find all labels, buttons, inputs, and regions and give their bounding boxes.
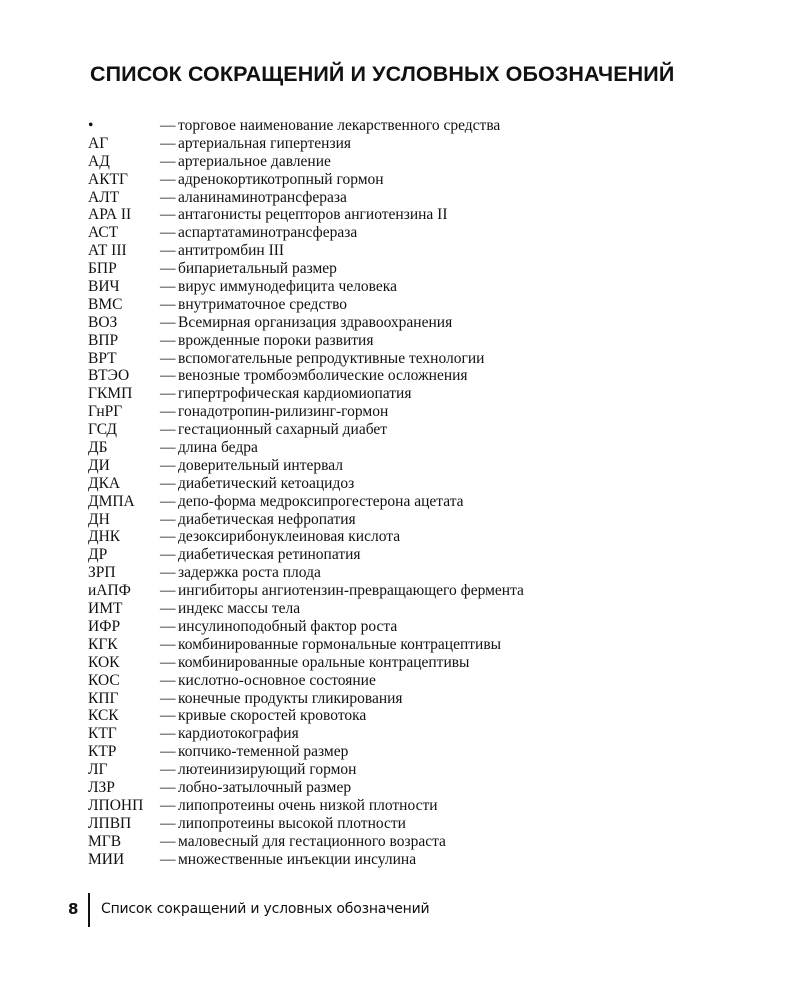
abbreviation-term: ВОЗ	[88, 313, 118, 331]
abbreviation-dash: —	[160, 814, 176, 832]
abbreviation-dash: —	[160, 778, 176, 796]
abbreviation-row	[88, 851, 728, 869]
abbreviation-row	[88, 546, 728, 564]
abbreviation-row	[88, 725, 728, 743]
abbreviation-row	[88, 189, 728, 207]
abbreviation-row	[88, 296, 728, 314]
abbreviation-term: АГ	[88, 134, 109, 152]
abbreviation-definition: задержка роста плода	[178, 564, 321, 582]
abbreviation-term: КГК	[88, 635, 118, 653]
abbreviation-term: •	[88, 117, 94, 134]
abbreviation-definition: липопротеины высокой плотности	[178, 814, 406, 832]
abbreviation-definition: диабетический кетоацидоз	[178, 474, 355, 492]
abbreviation-term: МИИ	[88, 850, 125, 868]
abbreviation-term: ДМПА	[88, 492, 135, 510]
abbreviation-term: ЛГ	[88, 761, 108, 779]
abbreviation-row	[88, 206, 728, 224]
abbreviation-term: АКТГ	[88, 170, 128, 188]
abbreviation-definition: ингибиторы ангиотензин-превращающего фермента	[178, 582, 524, 600]
abbreviation-dash: —	[160, 617, 176, 635]
abbreviation-definition: конечные продукты гликирования	[178, 689, 403, 707]
abbreviation-definition: венозные тромбоэмболические осложнения	[178, 367, 468, 385]
abbreviation-term: ДР	[88, 546, 108, 564]
abbreviation-row	[88, 457, 728, 475]
abbreviation-term: КОС	[88, 671, 120, 689]
abbreviation-dash: —	[160, 564, 176, 582]
abbreviation-term: КПГ	[88, 689, 119, 707]
abbreviation-dash: —	[160, 117, 176, 134]
abbreviation-definition: дезоксирибонуклеиновая кислота	[178, 528, 401, 546]
abbreviation-term: ЗРП	[88, 564, 116, 582]
abbreviation-definition: торговое наименование лекарственного средства	[178, 117, 501, 134]
abbreviation-row	[88, 367, 728, 385]
abbreviation-term: ДКА	[88, 474, 121, 492]
abbreviation-dash: —	[160, 546, 176, 564]
abbreviation-definition: внутриматочное средство	[178, 295, 348, 313]
abbreviation-dash: —	[160, 403, 176, 421]
abbreviation-row	[88, 797, 728, 815]
abbreviation-dash: —	[160, 439, 176, 457]
abbreviation-row	[88, 761, 728, 779]
abbreviation-definition: гестационный сахарный диабет	[178, 421, 388, 439]
page-number: 8	[68, 900, 79, 918]
abbreviation-dash: —	[160, 600, 176, 618]
abbreviation-term: КСК	[88, 707, 119, 725]
abbreviation-dash: —	[160, 743, 176, 761]
abbreviation-dash: —	[160, 510, 176, 528]
abbreviation-term: КТГ	[88, 725, 117, 743]
footer-divider	[88, 893, 90, 927]
abbreviation-term: ВИЧ	[88, 278, 120, 296]
abbreviation-row	[88, 815, 728, 833]
abbreviation-definition: бипариетальный размер	[178, 260, 337, 278]
abbreviation-term: МГВ	[88, 832, 122, 850]
abbreviation-row	[88, 511, 728, 529]
abbreviation-term: ГнРГ	[88, 403, 123, 421]
abbreviation-dash: —	[160, 456, 176, 474]
abbreviation-term: АСТ	[88, 224, 119, 242]
abbreviation-definition: доверительный интервал	[178, 456, 343, 474]
abbreviation-dash: —	[160, 170, 176, 188]
abbreviation-definition: кардиотокография	[178, 725, 299, 743]
abbreviation-row	[88, 743, 728, 761]
abbreviation-row	[88, 707, 728, 725]
abbreviation-row	[88, 618, 728, 636]
abbreviation-term: АТ III	[88, 242, 127, 260]
abbreviation-definition: комбинированные оральные контрацептивы	[178, 653, 470, 671]
abbreviation-row	[88, 833, 728, 851]
abbreviation-dash: —	[160, 385, 176, 403]
abbreviation-dash: —	[160, 421, 176, 439]
running-title: Список сокращений и условных обозначений	[101, 901, 430, 917]
abbreviation-dash: —	[160, 224, 176, 242]
abbreviation-row	[88, 672, 728, 690]
abbreviation-dash: —	[160, 761, 176, 779]
abbreviation-dash: —	[160, 152, 176, 170]
abbreviation-definition: инсулиноподобный фактор роста	[178, 617, 398, 635]
abbreviation-definition: артериальное давление	[178, 152, 331, 170]
abbreviation-row	[88, 493, 728, 511]
abbreviation-dash: —	[160, 689, 176, 707]
abbreviation-term: КОК	[88, 653, 120, 671]
abbreviation-row	[88, 528, 728, 546]
abbreviation-dash: —	[160, 492, 176, 510]
abbreviation-dash: —	[160, 474, 176, 492]
abbreviation-row	[88, 153, 728, 171]
abbreviation-row	[88, 350, 728, 368]
abbreviation-definition: комбинированные гормональные контрацептивы	[178, 635, 502, 653]
abbreviation-definition: маловесный для гестационного возраста	[178, 832, 446, 850]
abbreviation-term: ЛПОНП	[88, 796, 144, 814]
abbreviation-row	[88, 636, 728, 654]
abbreviation-definition: гонадотропин-рилизинг-гормон	[178, 403, 389, 421]
abbreviation-dash: —	[160, 528, 176, 546]
abbreviation-term: ИМТ	[88, 600, 123, 618]
abbreviation-definition: диабетическая ретинопатия	[178, 546, 361, 564]
abbreviation-row	[88, 385, 728, 403]
page-title: СПИСОК СОКРАЩЕНИЙ И УСЛОВНЫХ ОБОЗНАЧЕНИЙ	[90, 62, 675, 86]
abbreviation-dash: —	[160, 134, 176, 152]
abbreviation-row	[88, 439, 728, 457]
abbreviation-term: ЛЗР	[88, 778, 115, 796]
abbreviation-term: АЛТ	[88, 188, 120, 206]
abbreviation-dash: —	[160, 188, 176, 206]
abbreviation-row	[88, 242, 728, 260]
abbreviation-row	[88, 654, 728, 672]
abbreviation-dash: —	[160, 367, 176, 385]
abbreviation-dash: —	[160, 653, 176, 671]
abbreviation-definition: лютеинизирующий гормон	[178, 761, 357, 779]
abbreviation-dash: —	[160, 850, 176, 868]
abbreviation-definition: вирус иммунодефицита человека	[178, 278, 397, 296]
abbreviation-dash: —	[160, 206, 176, 224]
abbreviation-term: ВТЭО	[88, 367, 130, 385]
abbreviation-row	[88, 690, 728, 708]
abbreviation-row	[88, 224, 728, 242]
abbreviation-row	[88, 421, 728, 439]
abbreviation-dash: —	[160, 707, 176, 725]
abbreviation-dash: —	[160, 313, 176, 331]
abbreviation-term: иАПФ	[88, 582, 131, 600]
abbreviation-definition: артериальная гипертензия	[178, 134, 351, 152]
abbreviation-definition: кислотно-основное состояние	[178, 671, 376, 689]
abbreviation-dash: —	[160, 349, 176, 367]
abbreviation-row	[88, 582, 728, 600]
abbreviation-term: ДНК	[88, 528, 121, 546]
abbreviation-term: ГКМП	[88, 385, 133, 403]
abbreviation-definition: депо-форма медроксипрогестерона ацетата	[178, 492, 464, 510]
abbreviation-dash: —	[160, 796, 176, 814]
abbreviation-row	[88, 332, 728, 350]
abbreviation-definition: антагонисты рецепторов ангиотензина II	[178, 206, 448, 224]
abbreviation-definition: длина бедра	[178, 439, 258, 457]
abbreviation-row	[88, 564, 728, 582]
abbreviation-term: КТР	[88, 743, 117, 761]
abbreviation-row	[88, 117, 728, 135]
abbreviation-row	[88, 779, 728, 797]
abbreviation-definition: гипертрофическая кардиомиопатия	[178, 385, 412, 403]
abbreviation-row	[88, 475, 728, 493]
abbreviation-row	[88, 314, 728, 332]
abbreviation-term: ДИ	[88, 456, 110, 474]
abbreviation-list	[88, 117, 728, 868]
abbreviation-term: БПР	[88, 260, 117, 278]
abbreviation-definition: липопротеины очень низкой плотности	[178, 796, 438, 814]
abbreviation-definition: аланинаминотрансфераза	[178, 188, 347, 206]
abbreviation-row	[88, 403, 728, 421]
abbreviation-dash: —	[160, 242, 176, 260]
abbreviation-term: АД	[88, 152, 110, 170]
abbreviation-dash: —	[160, 260, 176, 278]
abbreviation-definition: аспартатаминотрансфераза	[178, 224, 358, 242]
abbreviation-term: ДН	[88, 510, 110, 528]
abbreviation-row	[88, 260, 728, 278]
abbreviation-dash: —	[160, 295, 176, 313]
abbreviation-dash: —	[160, 635, 176, 653]
abbreviation-term: ВМС	[88, 295, 123, 313]
abbreviation-dash: —	[160, 725, 176, 743]
abbreviation-row	[88, 135, 728, 153]
abbreviation-definition: кривые скоростей кровотока	[178, 707, 367, 725]
abbreviation-term: АРА II	[88, 206, 132, 224]
abbreviation-definition: вспомогательные репродуктивные технологии	[178, 349, 485, 367]
abbreviation-definition: врожденные пороки развития	[178, 331, 374, 349]
abbreviation-dash: —	[160, 832, 176, 850]
abbreviation-dash: —	[160, 278, 176, 296]
abbreviation-term: ЛПВП	[88, 814, 132, 832]
abbreviation-definition: антитромбин III	[178, 242, 285, 260]
abbreviation-definition: диабетическая нефропатия	[178, 510, 356, 528]
abbreviation-term: ВРТ	[88, 349, 117, 367]
abbreviation-term: ВПР	[88, 331, 119, 349]
abbreviation-term: ИФР	[88, 617, 121, 635]
abbreviation-dash: —	[160, 671, 176, 689]
abbreviation-definition: лобно-затылочный размер	[178, 778, 352, 796]
abbreviation-row	[88, 171, 728, 189]
abbreviation-definition: копчико-теменной размер	[178, 743, 349, 761]
abbreviation-term: ГСД	[88, 421, 117, 439]
abbreviation-definition: адренокортикотропный гормон	[178, 170, 384, 188]
abbreviation-term: ДБ	[88, 439, 108, 457]
abbreviation-row	[88, 600, 728, 618]
abbreviation-definition: индекс массы тела	[178, 600, 301, 618]
abbreviation-dash: —	[160, 331, 176, 349]
abbreviation-definition: множественные инъекции инсулина	[178, 850, 417, 868]
abbreviation-row	[88, 278, 728, 296]
abbreviation-dash: —	[160, 582, 176, 600]
abbreviation-definition: Всемирная организация здравоохранения	[178, 313, 453, 331]
